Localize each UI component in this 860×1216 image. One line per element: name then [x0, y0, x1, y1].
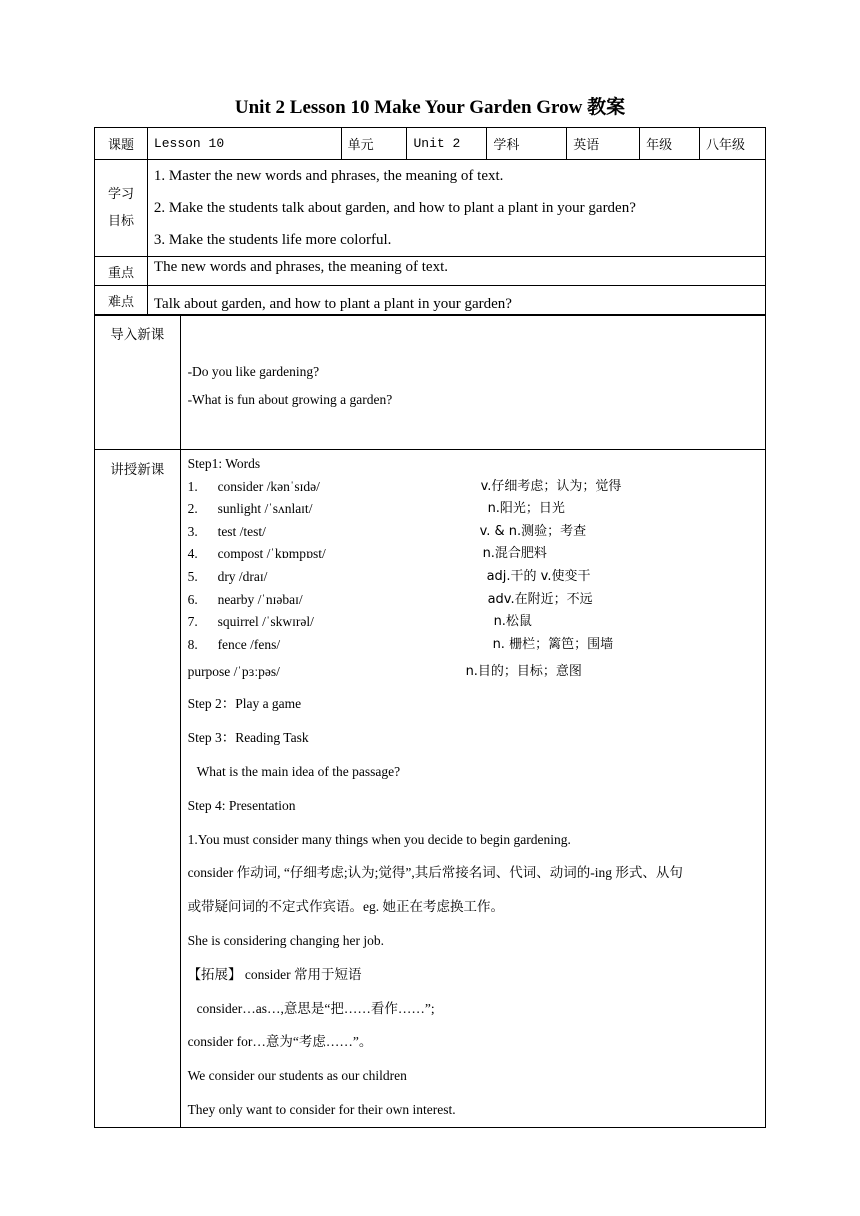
- word-number: 4.: [187, 546, 198, 562]
- example-sentence: She is considering changing her job.: [187, 932, 385, 948]
- topic-value: Lesson 10: [147, 128, 341, 160]
- word-item: [188, 611, 759, 634]
- topic-label: 课题: [95, 128, 148, 160]
- goals-label: 学习 目标: [95, 160, 148, 257]
- step2-heading: Step 2：Play a game: [187, 696, 302, 712]
- consider-explanation-cont: 或带疑问词的不定式作宾语。eg. 她正在考虑换工作。: [187, 899, 505, 915]
- word-entry: nearby /ˈnɪəbaɪ/: [217, 591, 303, 607]
- intro-line: -Do you like gardening?: [187, 364, 320, 379]
- step4-heading: Step 4: Presentation: [187, 797, 296, 813]
- word-entry: consider /kənˈsɪdə/: [217, 478, 320, 494]
- goal-item: 1. Master the new words and phrases, the meaning of text.: [153, 168, 504, 184]
- purpose-word: purpose /ˈpɜːpəs/: [187, 664, 280, 680]
- difficulty-value: Talk about garden, and how to plant a plant in your garden?: [147, 286, 765, 316]
- step1-heading: Step1: Words: [187, 456, 261, 471]
- goal-item: 2. Make the students talk about garden, and how to plant a plant in your garden?: [153, 200, 636, 216]
- word-meaning: n.阳光；日光: [487, 501, 565, 517]
- word-meaning: adv.在附近；不远: [487, 591, 593, 607]
- word-meaning: v.仔细考虑；认为；觉得: [480, 478, 622, 494]
- word-entry: test /test/: [217, 523, 266, 539]
- word-number: 1.: [187, 478, 198, 494]
- difficulty-label: 难点: [95, 286, 148, 316]
- intro-row: [95, 315, 766, 450]
- word-entry: compost /ˈkɒmpɒst/: [217, 546, 326, 562]
- word-item: [188, 521, 759, 544]
- header-row: [95, 128, 766, 160]
- example-consider-for: They only want to consider for their own interest.: [187, 1101, 456, 1117]
- purpose-meaning: n.目的；目标；意图: [465, 664, 582, 680]
- word-number: 3.: [187, 523, 198, 539]
- word-item: [188, 589, 759, 612]
- goals-row: [95, 160, 766, 257]
- consider-explanation: consider 作动词, “仔细考虑;认为;觉得”,其后常接名词、代词、动词的-ing 形式、从句: [187, 865, 683, 881]
- extension-heading: 【拓展】 consider 常用于短语: [187, 966, 362, 982]
- word-number: 6.: [187, 591, 198, 607]
- word-item: [188, 476, 759, 499]
- word-entry: squirrel /ˈskwɪrəl/: [217, 614, 314, 630]
- goal-item: 3. Make the students life more colorful.: [153, 232, 392, 248]
- difficulty-row: [95, 286, 766, 316]
- word-list: [188, 476, 759, 657]
- grade-value: 八年级: [700, 128, 766, 160]
- word-number: 8.: [187, 636, 198, 652]
- word-entry: sunlight /ˈsʌnlaɪt/: [217, 501, 313, 517]
- key-point-label: 重点: [95, 257, 148, 286]
- intro-line: -What is fun about growing a garden?: [187, 392, 393, 407]
- lesson-info-table: [94, 127, 766, 316]
- word-number: 7.: [187, 614, 198, 630]
- phrase-consider-for: consider for…意为“考虑……”。: [187, 1034, 373, 1050]
- word-meaning: v. & n.测验；考查: [479, 523, 587, 539]
- word-item: [188, 543, 759, 566]
- goals-list: [147, 160, 765, 257]
- teach-content: [180, 450, 765, 1128]
- purpose-line: [188, 656, 759, 687]
- intro-label: 导入新课: [95, 315, 181, 450]
- word-item: [188, 566, 759, 589]
- teach-label: 讲授新课: [95, 450, 181, 1128]
- key-point-row: [95, 257, 766, 286]
- word-meaning: adj.干的 v.使变干: [486, 568, 591, 584]
- example-consider-as: We consider our students as our children: [187, 1068, 407, 1084]
- presentation-sentence: 1.You must consider many things when you decide to begin gardening.: [187, 831, 571, 847]
- unit-value: Unit 2: [407, 128, 487, 160]
- word-meaning: n.混合肥料: [482, 546, 547, 562]
- lesson-process-table: [94, 314, 766, 1128]
- word-entry: fence /fens/: [217, 636, 281, 652]
- word-meaning: n.松鼠: [493, 614, 532, 630]
- step3-heading: Step 3：Reading Task: [187, 730, 309, 746]
- word-entry: dry /draɪ/: [217, 568, 268, 584]
- subject-label: 学科: [487, 128, 567, 160]
- word-item: [188, 498, 759, 521]
- word-item: [188, 634, 759, 657]
- word-number: 2.: [187, 501, 198, 517]
- word-number: 5.: [187, 568, 198, 584]
- reading-question: What is the main idea of the passage?: [196, 763, 401, 779]
- subject-value: 英语: [567, 128, 640, 160]
- word-meaning: n. 栅栏；篱笆；围墙: [492, 636, 614, 652]
- intro-content: [180, 315, 765, 450]
- phrase-consider-as: consider…as…,意思是“把……看作……”;: [196, 1000, 435, 1016]
- grade-label: 年级: [640, 128, 700, 160]
- unit-label: 单元: [341, 128, 407, 160]
- key-point-value: The new words and phrases, the meaning of text.: [147, 257, 765, 286]
- document-title: Unit 2 Lesson 10 Make Your Garden Grow 教案: [234, 97, 626, 118]
- teach-row: [95, 450, 766, 1128]
